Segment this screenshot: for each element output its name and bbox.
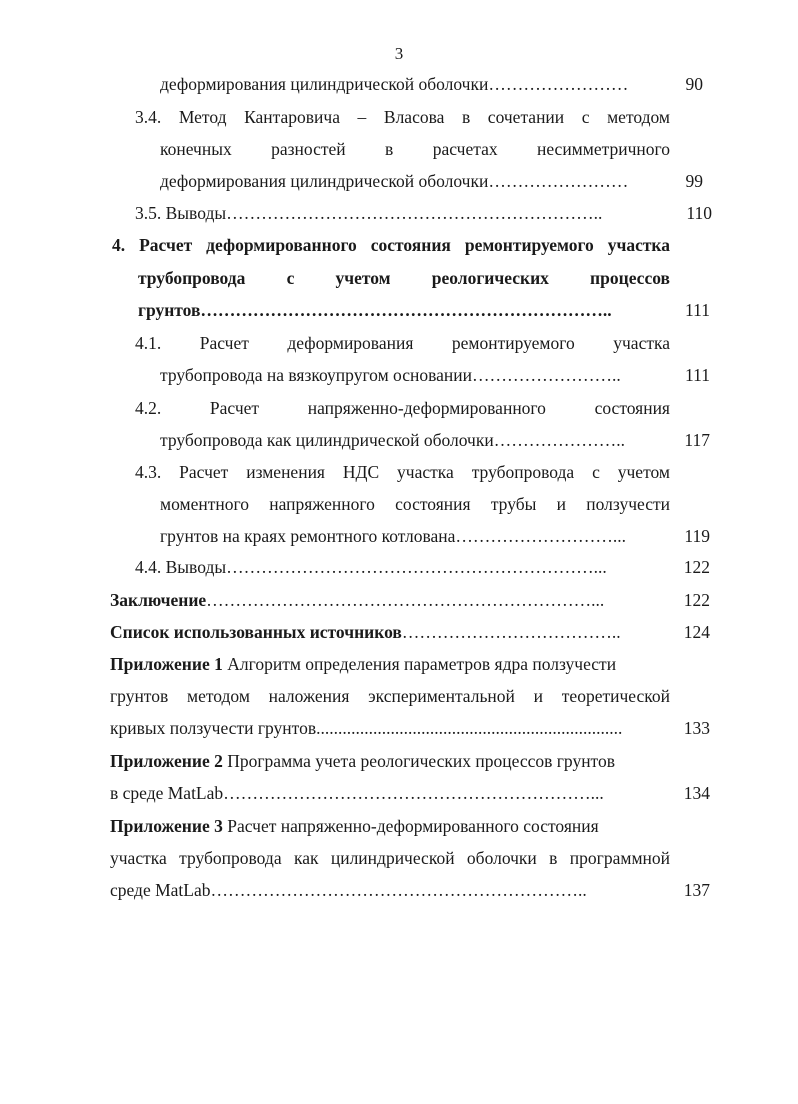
toc-page: 111 bbox=[685, 300, 710, 320]
toc-appendix-title: Приложение 1 bbox=[110, 654, 223, 674]
toc-leader: ……………………………….. bbox=[401, 622, 621, 642]
toc-page: 99 bbox=[685, 171, 703, 191]
toc-page: 111 bbox=[685, 365, 710, 385]
toc-section-title: Заключение bbox=[110, 590, 207, 610]
toc-line: среде MatLab……………………………………………………….. bbox=[110, 880, 587, 900]
toc-line: 3.5. Выводы……………………………………………………….. bbox=[135, 203, 603, 223]
toc-line: участка трубопровода как цилиндрической оболочки в программной bbox=[110, 848, 670, 868]
toc-page: 137 bbox=[683, 880, 710, 900]
toc-line: 4.4. Выводы………………………………………………………... bbox=[135, 557, 607, 577]
toc-chapter: грунтов…………………………………………………………….. bbox=[138, 300, 612, 320]
toc-page: 90 bbox=[685, 74, 703, 94]
toc-appendix-desc: Программа учета реологических процессов грунтов bbox=[222, 751, 615, 771]
toc-line: трубопровода на вязкоупругом основании…………………….. bbox=[160, 365, 621, 385]
toc-chapter: трубопровода с учетом реологических процессов bbox=[138, 268, 670, 288]
toc-appendix-desc: Расчет напряженно-деформированного состояния bbox=[222, 816, 599, 836]
toc-line: в среде MatLab………………………………………………………... bbox=[110, 783, 604, 803]
toc-page: 110 bbox=[686, 203, 712, 223]
toc-appendix-title: Приложение 3 bbox=[110, 816, 223, 836]
toc-appendix-desc: Алгоритм определения параметров ядра ползучести bbox=[222, 654, 617, 674]
toc-page: 124 bbox=[683, 622, 710, 642]
toc-page: 117 bbox=[684, 430, 710, 450]
toc-line: 3.4. Метод Кантаровича – Власова в сочетании с методом bbox=[135, 107, 670, 127]
toc-page: 133 bbox=[683, 718, 710, 738]
toc-line: трубопровода как цилиндрической оболочки………………….. bbox=[160, 430, 625, 450]
toc-page: 134 bbox=[683, 783, 710, 803]
toc-line: 4.2. Расчет напряженно-деформированного состояния bbox=[135, 398, 670, 418]
toc-appendix-title: Приложение 2 bbox=[110, 751, 223, 771]
page-number: 3 bbox=[394, 44, 404, 63]
toc-chapter: 4. Расчет деформированного состояния ремонтируемого участка bbox=[112, 235, 670, 255]
toc-line: 4.1. Расчет деформирования ремонтируемого участка bbox=[135, 333, 670, 353]
toc-line: деформирования цилиндрической оболочки…………………… bbox=[160, 171, 629, 191]
toc-section-title: Список использованных источников bbox=[110, 622, 402, 642]
toc-line: деформирования цилиндрической оболочки…………………… bbox=[160, 74, 629, 94]
toc-line: конечных разностей в расчетах несимметричного bbox=[160, 139, 670, 159]
toc-line: грунтов методом наложения экспериментальной и теоретической bbox=[110, 686, 670, 706]
toc-line: моментного напряженного состояния трубы и ползучести bbox=[160, 494, 670, 514]
toc-page: 119 bbox=[684, 526, 710, 546]
toc-page: 122 bbox=[683, 557, 710, 577]
toc-line: 4.3. Расчет изменения НДС участка трубопровода с учетом bbox=[135, 462, 670, 482]
toc-line: кривых ползучести грунтов...................................................................... bbox=[110, 718, 623, 738]
toc-line: грунтов на краях ремонтного котлована………………………... bbox=[160, 526, 627, 546]
toc-leader: …………………………………………………………... bbox=[206, 590, 605, 610]
toc-page: 122 bbox=[683, 590, 710, 610]
